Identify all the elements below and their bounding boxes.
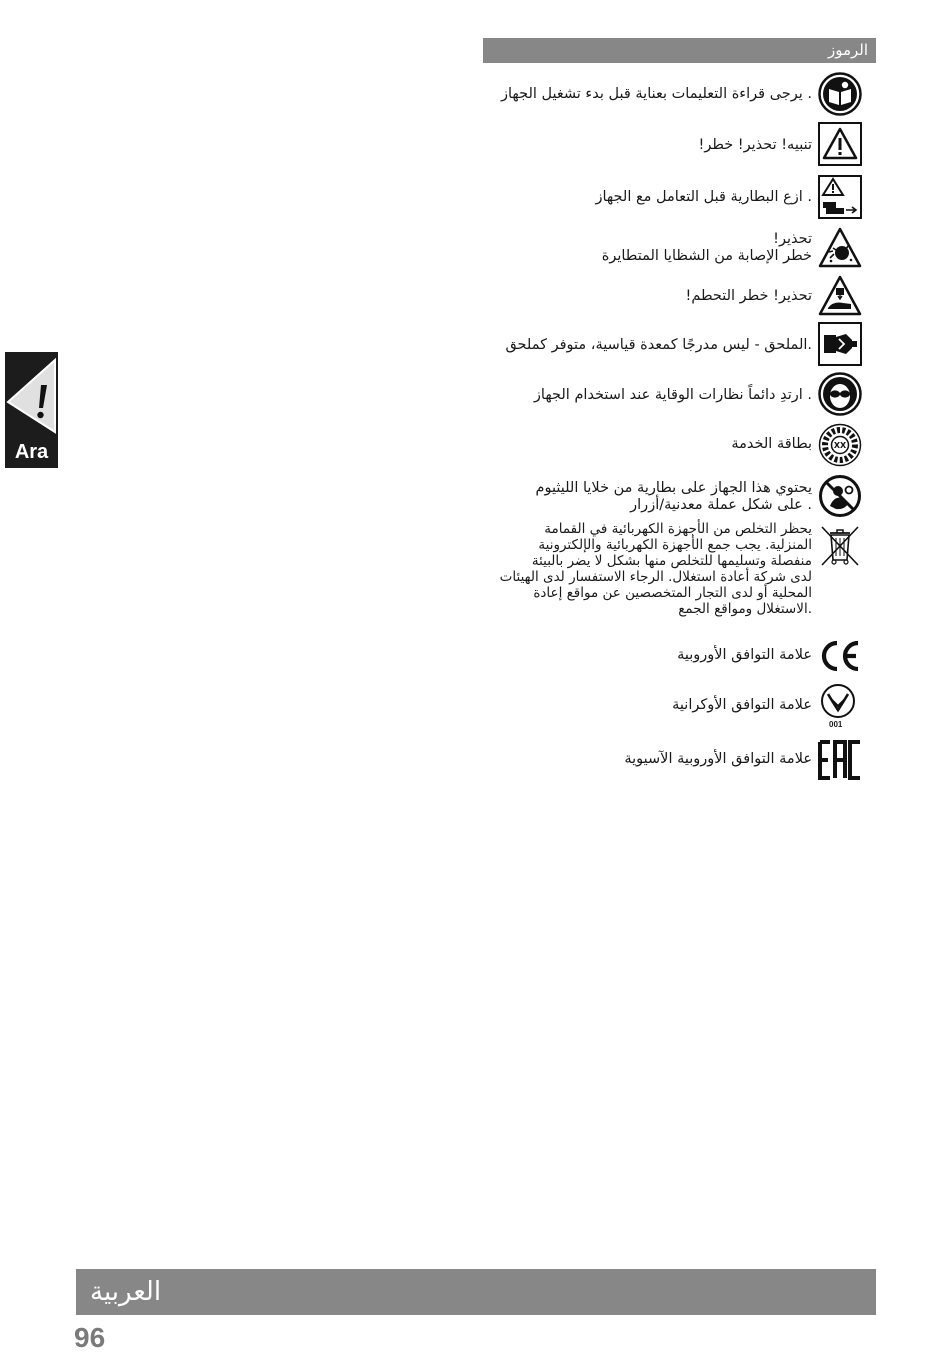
symbol-text-weee: يحظر التخلص من الأجهزة الكهربائية في القمامة المنزلية. يجب جمع الأجهزة الكهربائية والإلكترونية منفصلة وتسليمها للتخلص منها بشكل لا يضر بالبيئة لدى شركة أعادة استغلال. الرجاء الاستفسار لدى الهيئات المحلية أو لدى التجار المتخصصين عن مواقع إعادة .الاستغلال ومواقع الجمع xyxy=(499,521,812,617)
read-manual-icon xyxy=(818,72,862,116)
page-number: 96 xyxy=(74,1322,106,1353)
symbol-text-eye-protection: . ارتدِ دائماً نظارات الوقاية عند استخدام الجهاز xyxy=(533,387,812,403)
symbol-text-remove-battery: . ازع البطارية قبل التعامل مع الجهاز xyxy=(595,189,812,205)
symbol-text-warning: تنبيه! تحذير! خطر! xyxy=(698,137,812,153)
ukrainian-mark-badge: 001 xyxy=(829,720,843,729)
section-header xyxy=(483,38,876,63)
footer-language-title: العربية xyxy=(90,1277,162,1307)
eye-protection-icon xyxy=(818,372,862,416)
symbol-text-ce: علامة التوافق الأوروبية xyxy=(677,647,812,663)
symbol-text-eac: علامة التوافق الأوروبية الآسيوية xyxy=(624,751,812,767)
warning-triangle-icon xyxy=(818,122,862,166)
symbol-text-ukrainian: علامة التوافق الأوكرانية xyxy=(672,697,812,713)
weee-bin-icon xyxy=(818,523,862,567)
symbol-text-chuck: .الملحق - ليس مدرجًا كمعدة قياسية، متوفر كملحق xyxy=(505,337,812,353)
symbol-text-flying-debris: تحذير! خطر الإصابة من الشظايا المتطايرة xyxy=(601,231,812,264)
warning-tab-icon xyxy=(5,352,58,436)
symbol-text-crushing-hazard: تحذير! خطر التحطم! xyxy=(685,288,812,304)
section-title: الرموز xyxy=(827,41,868,59)
ukrainian-mark-icon xyxy=(818,680,862,724)
crushing-hazard-icon xyxy=(818,274,862,318)
eac-mark-icon xyxy=(818,738,862,782)
svg-text:XX: XX xyxy=(833,441,847,450)
footer-language-bar xyxy=(76,1269,876,1315)
language-side-tab xyxy=(5,352,58,468)
remove-battery-icon xyxy=(818,175,862,219)
ce-mark-icon xyxy=(818,634,862,678)
symbol-text-inspection-sticker: بطاقة الخدمة xyxy=(731,436,812,452)
symbol-text-read-manual: . يرجى قراءة التعليمات بعناية قبل بدء تشغيل الجهاز xyxy=(500,86,812,102)
flying-debris-icon xyxy=(818,226,862,270)
chuck-icon xyxy=(818,322,862,366)
side-tab-label: Ara xyxy=(14,441,49,463)
no-swallow-battery-icon xyxy=(818,474,862,518)
inspection-sticker-icon xyxy=(818,423,862,467)
symbol-text-coin-battery: يحتوي هذا الجهاز على بطارية من خلايا الليثيوم . على شكل عملة معدنية/أزرار xyxy=(535,480,812,513)
